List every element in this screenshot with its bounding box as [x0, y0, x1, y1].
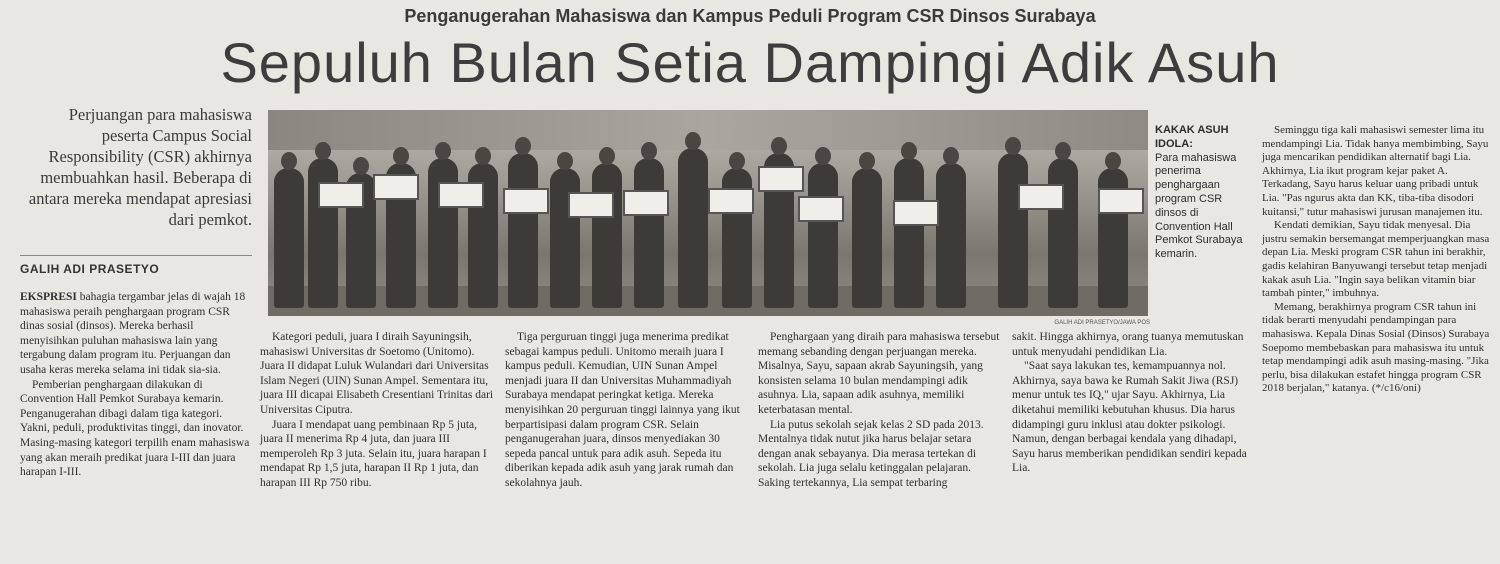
award-plaque [1018, 184, 1064, 210]
award-plaque [893, 200, 939, 226]
paragraph: Memang, berakhirnya program CSR tahun ini tidak berarti menyudahi pendampingan para mahasiswa. Kepala Dinas Sosial (Dinsos) Surabaya Soepomo membebaskan para mahasiswa itu untuk tetap mendampingi adik asuh masing-masing. "Jika perlu, bisa dilakukan estafet hingga program CSR 2018 berjalan," katanya. (*/c16/oni) [1262, 300, 1490, 395]
lead-word: EKSPRESI [20, 291, 77, 303]
photo-person [274, 168, 304, 308]
photo-person [808, 163, 838, 308]
photo-person [678, 148, 708, 308]
award-plaque [1098, 188, 1144, 214]
photo-person [998, 153, 1028, 308]
photo-person [550, 168, 580, 308]
award-plaque [568, 192, 614, 218]
award-plaque [758, 166, 804, 192]
paragraph: Seminggu tiga kali mahasiswi semester lima itu mendampingi Lia. Tidak hanya membimbing, Sayu juga mencarikan pendidikan alternatif bagi Lia. Akhirnya, Lia ikut program kejar paket A. Terkadang, Sayu harus keluar uang pribadi untuk Lia. "Pas ngurus akta dan KK, tiba-tiba disodori kuitansi," tutur mahasiswi jurusan manajemen itu. [1262, 124, 1489, 218]
paragraph [20, 290, 250, 378]
photo-person [852, 168, 882, 308]
article-column-4 [758, 330, 1003, 491]
caption-body: Para mahasiswa penerima penghargaan program CSR dinsos di Convention Hall Pemkot Surabaya kemarin. [1155, 151, 1243, 261]
paragraph: Kendati demikian, Sayu tidak menyesal. Dia justru semakin bersemangat memperjuangkan masa depan Lia. Meski program CSR tahun ini berakhir, gadis kelahiran Banyuwangi tersebut tetap menjadi kakak asuh Lia. "Ingin saya belikan vitamin biar tambah pinter," imbuhnya. [1262, 219, 1490, 300]
paragraph: Kategori peduli, juara I diraih Sayuningsih, mahasiswi Universitas dr Soetomo (Unitomo). Juara II didapat Luluk Wulandari dari Universitas Islam Negeri (UIN) Sunan Ampel. Sementara itu, juara III dicapai Elisabeth Cresentiani Trinitas dari Universitas Ciputra. [260, 331, 494, 416]
award-plaque [318, 182, 364, 208]
photo-caption [1155, 124, 1245, 262]
award-plaque [798, 196, 844, 222]
article-column-2 [260, 330, 495, 491]
photo-credit: GALIH ADI PRASETYO/JAWA POS [1054, 320, 1150, 326]
photo-person [428, 158, 458, 308]
article-column-1 [20, 290, 250, 480]
photo-person [936, 163, 966, 308]
photo-person [592, 163, 622, 308]
article-column-6 [1262, 124, 1490, 396]
paragraph: Pemberian penghargaan dilakukan di Convention Hall Pemkot Surabaya kemarin. Penganugerahan dibagi dalam tiga kategori. Yakni, peduli, produktivitas tinggi, dan inovator. Masing-masing kategori terpilih enam mahasiswa yang akan meraih predikat juara I-III dan juara harapan I-III. [20, 378, 250, 479]
paragraph: Penghargaan yang diraih para mahasiswa tersebut memang sebanding dengan perjuangan mereka. Misalnya, Sayu, sapaan akrab Sayuningsih, yang konsisten selama 10 bulan mendampingi adik asuhnya. Lia, sapaan adik asuhnya, memiliki keterbatasan mental. [758, 331, 1000, 416]
paragraph: Lia putus sekolah sejak kelas 2 SD pada 2013. Mentalnya tidak nutut jika harus belajar setara dengan anak sebayanya. Dia merasa tertekan di sekolah. Lia juga selalu ketinggalan pelajaran. Saking tertekannya, Lia sempat terbaring [758, 418, 984, 489]
article-kicker: Penganugerahan Mahasiswa dan Kampus Peduli Program CSR Dinsos Surabaya [404, 6, 1096, 26]
photo-person [1048, 158, 1078, 308]
photo-person [308, 158, 338, 308]
award-plaque [503, 188, 549, 214]
award-plaque [438, 182, 484, 208]
award-plaque [373, 174, 419, 200]
article-headline: Sepuluh Bulan Setia Dampingi Adik Asuh [220, 31, 1280, 94]
article-column-3 [505, 330, 745, 491]
photo-person [894, 158, 924, 308]
award-photo [268, 110, 1148, 316]
award-plaque [623, 190, 669, 216]
photo-person [508, 153, 538, 308]
award-plaque [708, 188, 754, 214]
article-byline: GALIH ADI PRASETYO [20, 255, 252, 276]
paragraph: "Saat saya lakukan tes, kemampuannya nol. Akhirnya, saya bawa ke Rumah Sakit Jiwa (RSJ) menur untuk tes IQ," ujar Sayu. Akhirnya, Lia diketahui memiliki kebutuhan khusus. Dia harus didampingi guru inklusi atau dokter psikologi. Namun, dengan berbagai kendala yang dihadapi, Sayu harus memberikan pendidikan sendiri kepada Lia. [1012, 360, 1247, 475]
paragraph: Juara I mendapat uang pembinaan Rp 5 juta, juara II menerima Rp 4 juta, dan juara III memperoleh Rp 3 juta. Selain itu, juara harapan I mendapat Rp 1,5 juta, harapan II Rp 1 juta, dan harapan III Rp 750 ribu. [260, 418, 487, 489]
paragraph: Tiga perguruan tinggi juga menerima predikat sebagai kampus peduli. Unitomo meraih juara I kampus peduli. Kemudian, UIN Sunan Ampel menjadi juara II dan Universitas Muhammadiyah Surabaya mendapat peringkat ketiga. Mereka menyisihkan 20 perguruan tinggi lainnya yang ikut berpartisipasi dalam program CSR. Selain penganugerahan juara, dinsos menyediakan 30 sepeda pancal untuk para adik asuh. Sepeda itu diberikan kepada adik asuh yang jarak rumah dan sekolahnya jauh. [505, 331, 740, 489]
caption-title: KAKAK ASUH IDOLA: [1155, 124, 1229, 150]
article-column-5 [1012, 330, 1252, 476]
paragraph: sakit. Hingga akhirnya, orang tuanya memutuskan untuk menyudahi pendidikan Lia. [1012, 331, 1244, 358]
paragraph-text: bahagia tergambar jelas di wajah 18 mahasiswa peraih penghargaan program CSR dinas sosial (dinsos). Mereka berhasil menyisihkan puluhan mahasiswa lain yang tergabung dalam program itu. Perjuangan dan usaha keras mereka selama ini tidak sia-sia. [20, 291, 246, 376]
article-lede: Perjuangan para mahasiswa peserta Campus Social Responsibility (CSR) akhirnya membuahkan hasil. Beberapa di antara mereka mendapat apresiasi dari pemkot. [28, 105, 252, 229]
photo-person [634, 158, 664, 308]
